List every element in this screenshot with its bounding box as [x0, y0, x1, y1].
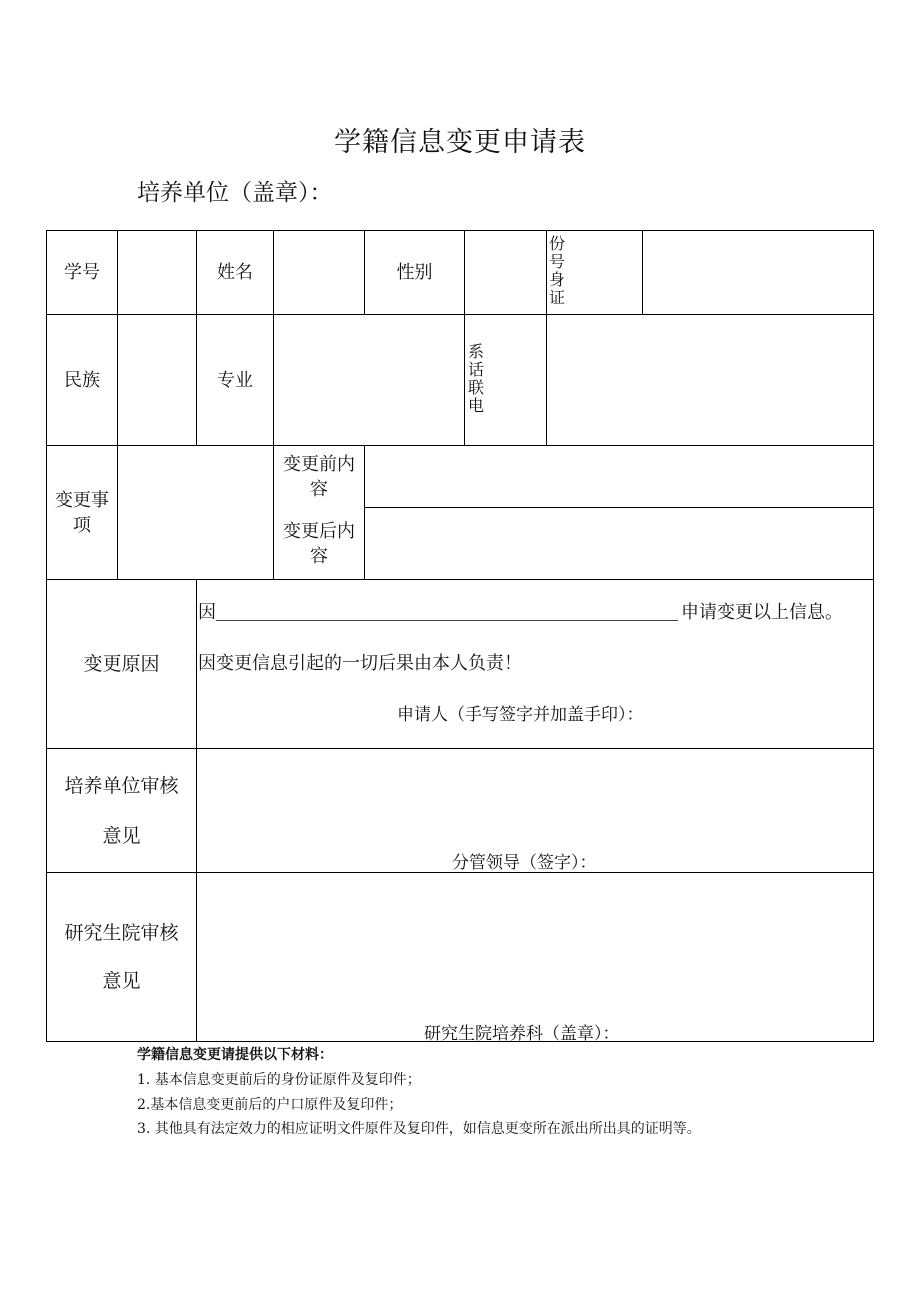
materials-note-item: 2.基本信息变更前后的户口原件及复印件；: [137, 1097, 403, 1113]
materials-note-item: 3. 其他具有法定效力的相应证明文件原件及复印件，如信息更变所在派出所出具的证明等。: [137, 1121, 701, 1137]
change-item-label: 变更事 项: [55, 489, 109, 536]
after-content-field[interactable]: [365, 508, 873, 579]
change-reason-label: 变更原因: [83, 652, 160, 675]
id-card-label: 份 号 身 证: [549, 234, 566, 307]
before-content-field[interactable]: [365, 446, 873, 507]
grad-school-review-label: 研究生院审核 意见: [64, 922, 179, 992]
form-title: 学籍信息变更申请表: [334, 127, 586, 158]
ethnicity-label: 民族: [64, 369, 100, 391]
change-item-field[interactable]: [118, 446, 273, 579]
phone-label: 系 话 联 电: [468, 342, 485, 415]
responsibility-statement: 因变更信息引起的一切后果由本人负责！: [198, 653, 522, 674]
ethnicity-field[interactable]: [118, 315, 196, 445]
reason-suffix: 申请变更以上信息。: [681, 602, 843, 623]
major-label: 专业: [217, 369, 253, 391]
student-id-field[interactable]: [118, 231, 196, 314]
applicant-signature-label: 申请人（手写签字并加盖手印）：: [397, 705, 644, 725]
unit-review-label: 培养单位审核 意见: [64, 774, 179, 847]
grad-school-review-field[interactable]: [197, 873, 873, 1041]
major-field[interactable]: [274, 315, 464, 445]
materials-note-item: 1. 基本信息变更前后的身份证原件及复印件；: [137, 1072, 421, 1088]
name-label: 姓名: [217, 262, 253, 283]
reason-prefix: 因: [198, 602, 216, 623]
gender-label: 性别: [396, 262, 433, 283]
student-id-label: 学号: [64, 262, 100, 283]
training-unit-seal-label: 培养单位（盖章）：: [137, 180, 333, 206]
name-field[interactable]: [274, 231, 364, 314]
before-content-label: 变更前内 容: [283, 453, 355, 500]
materials-notes-title: 学籍信息变更请提供以下材料：: [137, 1047, 333, 1063]
id-card-field[interactable]: [643, 231, 873, 314]
gender-field[interactable]: [465, 231, 546, 314]
unit-leader-signature-label: 分管领导（签字）：: [452, 853, 597, 873]
phone-field[interactable]: [547, 315, 873, 445]
grad-training-office-seal-label: 研究生院培养科（盖章）：: [424, 1024, 620, 1044]
after-content-label: 变更后内 容: [283, 520, 355, 567]
reason-blank-line[interactable]: [216, 620, 678, 621]
